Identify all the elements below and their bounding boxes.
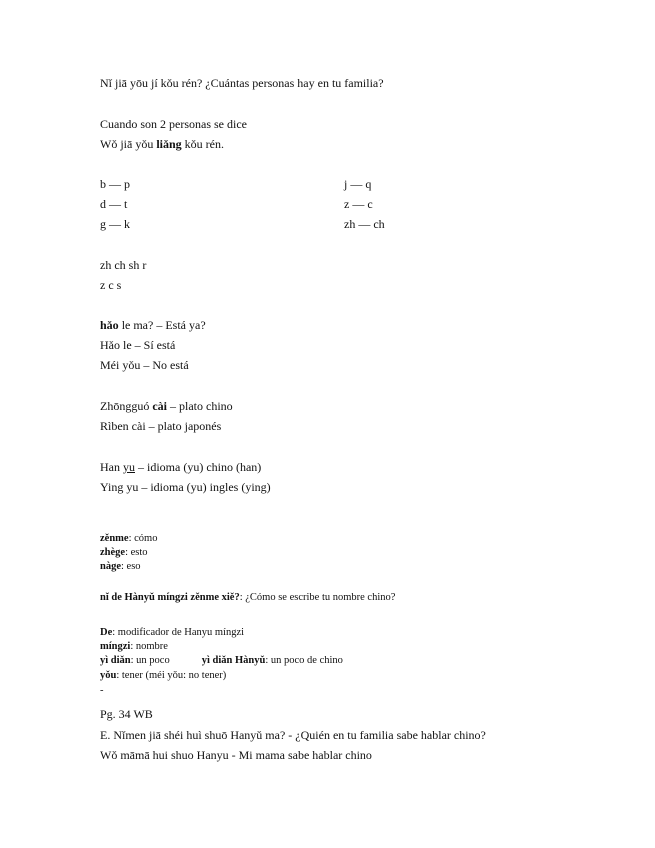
ying-yu-line: Ying yu – idioma (yu) ingles (ying): [100, 480, 271, 494]
pair-left-1: b — p: [100, 177, 130, 191]
vocab-yidian: yì diǎn: un poco yì diǎn Hànyǔ: un poco de chino: [100, 655, 343, 666]
retroflex-initials: zh ch sh r: [100, 258, 147, 272]
pair-left-2: d — t: [100, 197, 128, 211]
vocab-nage: nàge: eso: [100, 561, 141, 572]
vocab-you: yǒu: tener (méi yǒu: no tener): [100, 670, 227, 681]
question-name-writing: nǐ de Hànyǔ míngzi zěnme xiě?: ¿Cómo se escribe tu nombre chino?: [100, 592, 396, 603]
exercise-answer: Wǒ māmā hui shuo Hanyu - Mi mama sabe hablar chino: [100, 748, 372, 762]
mei-you-line: Méi yǒu – No está: [100, 358, 189, 372]
wo-jia-sentence: Wǒ jiā yǒu liǎng kǒu rén.: [100, 137, 224, 151]
vocab-zhege: zhège: esto: [100, 547, 148, 558]
page-reference: Pg. 34 WB: [100, 707, 153, 721]
zhongguo-cai-line: Zhōngguó cài – plato chino: [100, 399, 233, 413]
question-family-size: Nǐ jiā yōu jí kǒu rén? ¿Cuántas personas hay en tu familia?: [100, 76, 384, 90]
exercise-question: E. Nǐmen jiā shéi huì shuō Hanyǔ ma? - ¿Quién en tu familia sabe hablar chino?: [100, 728, 486, 742]
pair-left-3: g — k: [100, 217, 130, 231]
hao-le-line: Hǎo le – Sí está: [100, 338, 176, 352]
pair-right-1: j — q: [344, 177, 372, 191]
dental-initials: z c s: [100, 278, 122, 292]
vocab-mingzi: míngzi: nombre: [100, 641, 168, 652]
vocab-zenme: zěnme: cómo: [100, 533, 158, 544]
vocab-de: De: modificador de Hanyu míngzi: [100, 627, 245, 638]
pair-right-2: z — c: [344, 197, 373, 211]
pair-right-3: zh — ch: [344, 217, 385, 231]
two-persons-note: Cuando son 2 personas se dice: [100, 117, 247, 131]
han-yu-line: Han yu – idioma (yu) chino (han): [100, 460, 262, 474]
hao-le-ma-line: hǎo le ma? – Está ya?: [100, 318, 206, 332]
riben-cai-line: Rìben cài – plato japonés: [100, 419, 222, 433]
vocab-dash: -: [100, 685, 104, 696]
